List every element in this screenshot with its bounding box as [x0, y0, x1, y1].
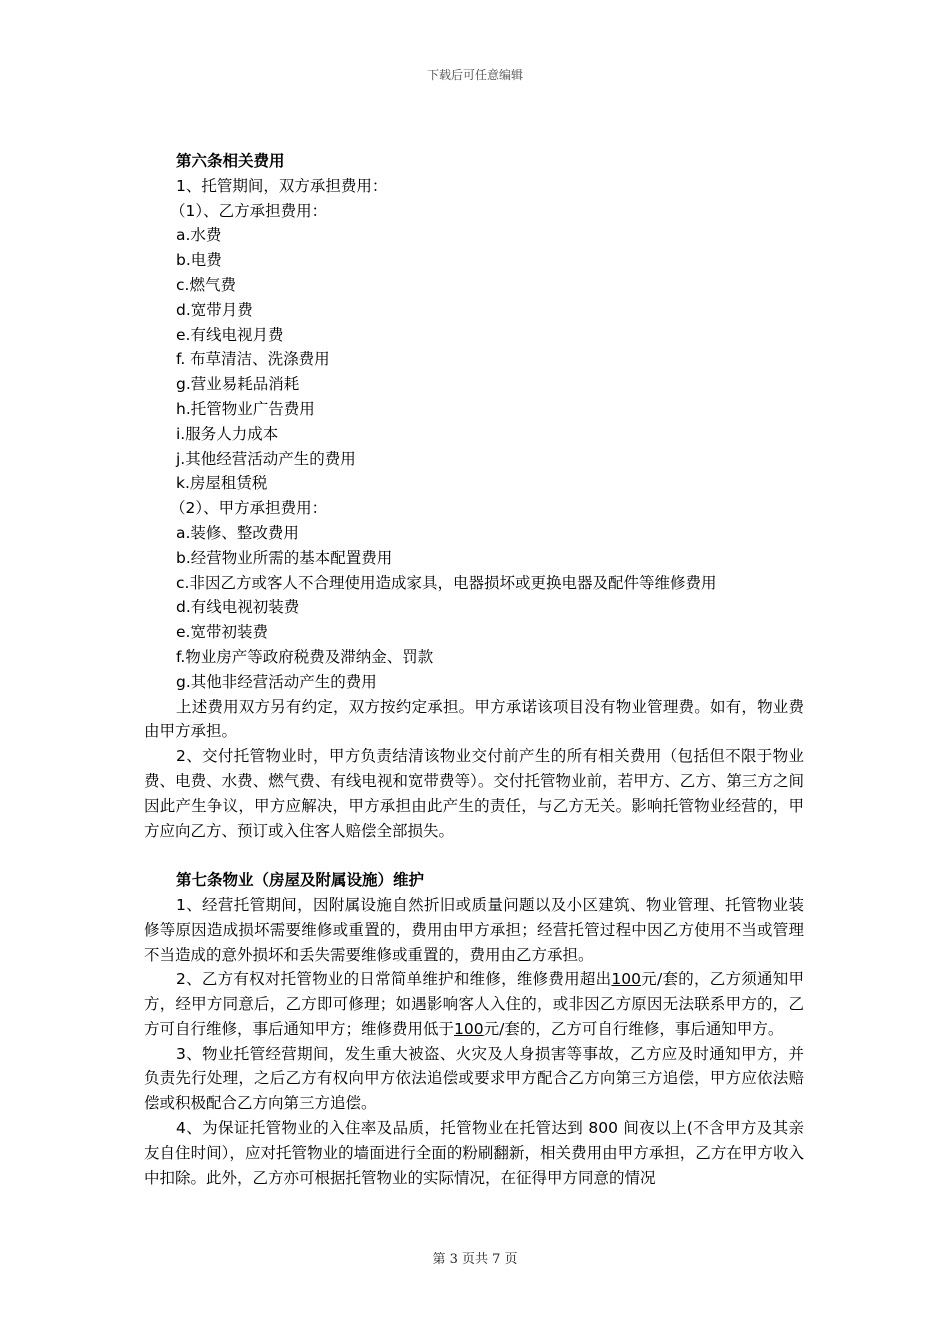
- section-gap: [144, 843, 804, 868]
- section-6-item-1: 1、托管期间，双方承担费用：: [176, 176, 388, 195]
- party-b-cost-item: a.水费: [176, 226, 222, 245]
- paragraph-text: 2、乙方有权对托管物业的日常简单维护和维修，维修费用超出: [176, 970, 612, 989]
- party-a-costs-heading: （2）、甲方承担费用：: [170, 499, 328, 518]
- underlined-amount: 100: [454, 1019, 484, 1038]
- party-b-cost-item: c.燃气费: [176, 275, 236, 294]
- paragraph-text: 元/套的，乙方可自行维修，事后通知甲方。: [483, 1019, 784, 1038]
- party-b-cost-item: i.服务人力成本: [176, 424, 279, 443]
- party-b-cost-item: e.有线电视月费: [176, 325, 284, 344]
- section-7-paragraph: 4、为保证托管物业的入住率及品质，托管物业在托管达到 800 间夜以上(不含甲方及其亲友自住时间），应对托管物业的墙面进行全面的粉刷翻新，相关费用由甲方承担，乙方在甲方收入中扣除。此外，乙方亦可根据托管物业的实际情况，在征得甲方同意的情况: [144, 1119, 804, 1187]
- page-footer: 第 3 页共 7 页: [432, 1252, 518, 1267]
- party-b-cost-item: f. 布草清洁、洗涤费用: [176, 350, 330, 369]
- party-b-cost-item: b.电费: [176, 251, 222, 270]
- party-b-cost-item: k.房屋租赁税: [176, 474, 268, 493]
- page-header: 下载后可任意编辑: [426, 68, 523, 82]
- party-b-cost-item: h.托管物业广告费用: [176, 399, 315, 418]
- section-6-paragraph: 2、交付托管物业时，甲方负责结清该物业交付前产生的所有相关费用（包括但不限于物业费、电费、水费、燃气费、有线电视和宽带费等）。交付托管物业前，若甲方、乙方、第三方之间因此产生争议，甲方应解决，甲方承担由此产生的责任，与乙方无关。影响托管物业经营的，甲方应向乙方、预订或入住客人赔偿全部损失。: [144, 747, 804, 840]
- section-7-paragraph: 1、经营托管期间，因附属设施自然折旧或质量问题以及小区建筑、物业管理、托管物业装修等原因造成损坏需要维修或重置的，费用由甲方承担；经营托管过程中因乙方使用不当或管理不当造成的意外损坏和丢失需要维修或重置的，费用由乙方承担。: [144, 895, 804, 964]
- party-a-cost-item: d.有线电视初装费: [176, 598, 300, 617]
- party-a-cost-item: a.装修、整改费用: [176, 523, 299, 542]
- underlined-amount: 100: [611, 970, 641, 989]
- section-7-paragraph: 3、物业托管经营期间，发生重大被盗、火灾及人身损害等事故，乙方应及时通知甲方，并负责先行处理，之后乙方有权向甲方依法追偿或要求甲方配合乙方向第三方追偿，甲方应依法赔偿或积极配合乙方向第三方追偿。: [144, 1044, 804, 1113]
- section-7-title: 第七条物业（房屋及附属设施）维护: [176, 871, 425, 890]
- section-7-paragraph: [144, 967, 804, 1041]
- party-b-costs-heading: （1）、乙方承担费用：: [170, 201, 328, 220]
- party-a-cost-item: b.经营物业所需的基本配置费用: [176, 548, 393, 567]
- party-a-cost-item: g.其他非经营活动产生的费用: [176, 672, 377, 691]
- party-a-cost-item: c.非因乙方或客人不合理使用造成家具，电器损坏或更换电器及配件等维修费用: [176, 573, 717, 592]
- paragraph-text: 元/套的，乙方须通知甲方，经甲方同意后，乙方即可修理；如遇影响客人入住的，或非因乙方原因无法联系甲方的，乙方可自行维修，事后通知甲方；维修费用低于: [144, 970, 804, 1038]
- party-a-cost-item: f.物业房产等政府税费及滞纳金、罚款: [176, 647, 434, 666]
- document-body: [144, 149, 804, 1190]
- party-b-cost-item: g.营业易耗品消耗: [176, 375, 300, 394]
- party-b-cost-item: j.其他经营活动产生的费用: [176, 449, 356, 468]
- section-6-title: 第六条相关费用: [176, 152, 285, 170]
- section-6-paragraph: 上述费用双方另有约定，双方按约定承担。甲方承诺该项目没有物业管理费。如有，物业费由甲方承担。: [144, 697, 804, 741]
- party-b-cost-item: d.宽带月费: [176, 300, 253, 319]
- party-a-cost-item: e.宽带初装费: [176, 623, 268, 642]
